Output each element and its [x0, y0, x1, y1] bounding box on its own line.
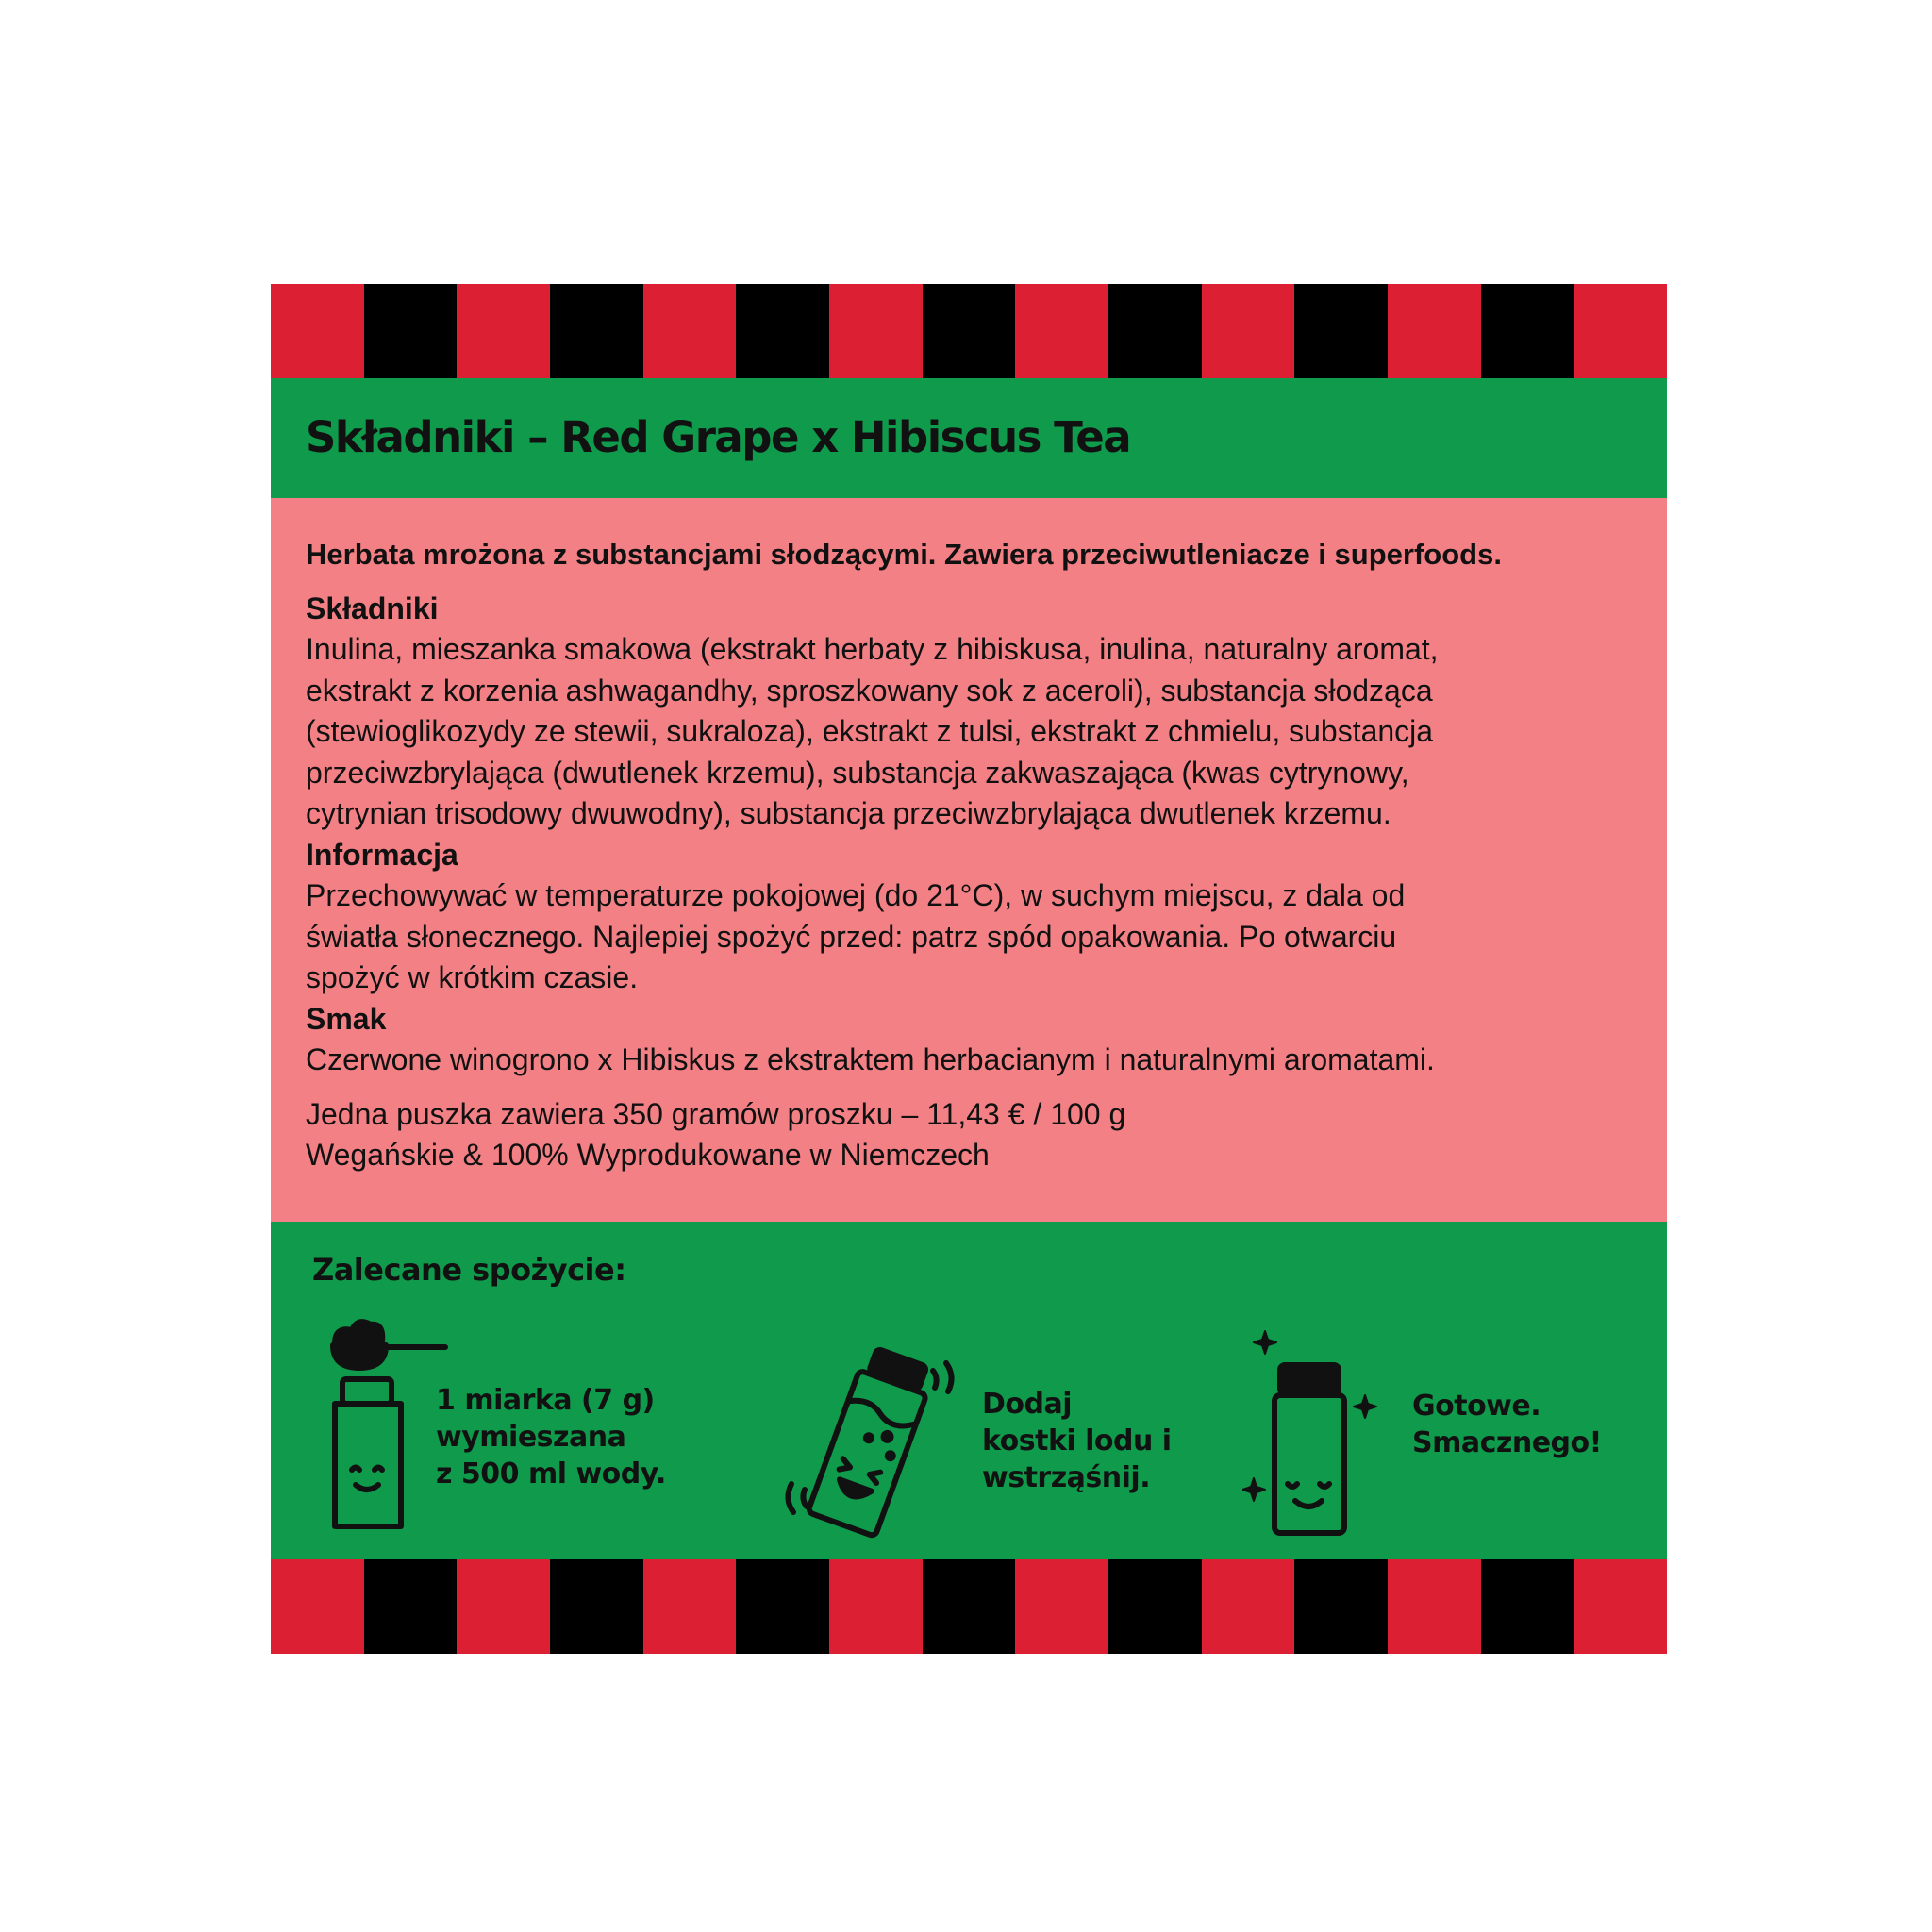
information-heading: Informacja	[306, 837, 458, 872]
ingredients-line: Inulina, mieszanka smakowa (ekstrakt herbaty z hibiskusa, inulina, naturalny aromat,	[306, 632, 1439, 666]
stripe-black	[364, 284, 458, 378]
stripe-black	[364, 1559, 458, 1654]
step-1-line: z 500 ml wody.	[436, 1457, 666, 1491]
stripe-red	[1015, 284, 1108, 378]
ingredients-line: przeciwzbrylająca (dwutlenek krzemu), substancja zakwaszająca (kwas cytrynowy,	[306, 755, 1409, 790]
step-3-line: Gotowe.	[1412, 1390, 1541, 1423]
stripe-black	[923, 1559, 1016, 1654]
stripe-black	[1481, 284, 1574, 378]
stripe-red	[1574, 284, 1667, 378]
stripe-red	[643, 1559, 737, 1654]
ingredients-line: cytrynian trisodowy dwuwodny), substancja przeciwzbrylająca dwutlenek krzemu.	[306, 796, 1391, 830]
step-2-line: kostki lodu i	[982, 1424, 1172, 1457]
stripe-red	[829, 1559, 923, 1654]
bottom-stripe-border	[271, 1559, 1667, 1654]
stripe-red	[643, 284, 737, 378]
price-line: Jedna puszka zawiera 350 gramów proszku – 11,43 € / 100 g	[306, 1096, 1126, 1131]
stripe-red	[271, 1559, 364, 1654]
stripe-black	[736, 1559, 829, 1654]
ingredients-heading: Składniki	[306, 591, 439, 625]
stripe-red	[1388, 284, 1481, 378]
step-3-line: Smacznego!	[1412, 1426, 1602, 1459]
step-2-line: Dodaj	[982, 1388, 1073, 1421]
step-2-line: wstrząśnij.	[982, 1461, 1151, 1494]
stripe-black	[1294, 284, 1388, 378]
ingredients-line: ekstrakt z korzenia ashwagandhy, sproszkowany sok z aceroli), substancja słodząca	[306, 673, 1433, 708]
stripe-red	[457, 1559, 550, 1654]
shaking-bottle-icon	[771, 1344, 969, 1542]
stripe-black	[736, 284, 829, 378]
stripe-red	[1202, 284, 1295, 378]
stripe-black	[1294, 1559, 1388, 1654]
intro-text: Herbata mrożona z substancjami słodzącymi. Zawiera przeciwutleniacze i superfoods.	[306, 538, 1502, 571]
info-text	[306, 534, 1645, 1176]
ingredients-line: (stewioglikozydy ze stewii, sukraloza), ekstrakt z tulsi, ekstrakt z chmielu, substancja	[306, 714, 1434, 748]
step-1-line: 1 miarka (7 g)	[436, 1384, 655, 1417]
stripe-black	[1108, 284, 1202, 378]
step-2-text	[982, 1386, 1172, 1496]
stripe-red	[1015, 1559, 1108, 1654]
step-1-line: wymieszana	[436, 1421, 626, 1454]
stripe-black	[923, 284, 1016, 378]
top-stripe-border	[271, 284, 1667, 378]
title-band	[271, 378, 1667, 498]
information-line: spożyć w krótkim czasie.	[306, 960, 639, 994]
stripe-black	[1108, 1559, 1202, 1654]
step-1-text	[436, 1382, 666, 1492]
product-label-card	[271, 284, 1667, 1654]
info-panel	[271, 498, 1667, 1222]
usage-panel	[271, 1222, 1667, 1559]
page-title: Składniki – Red Grape x Hibiscus Tea	[306, 412, 1131, 462]
stripe-black	[1481, 1559, 1574, 1654]
information-line: światła słonecznego. Najlepiej spożyć przed: patrz spód opakowania. Po otwarciu	[306, 919, 1397, 954]
sparkling-bottle-icon	[1242, 1327, 1384, 1539]
taste-heading: Smak	[306, 1001, 387, 1036]
stripe-black	[550, 284, 643, 378]
stripe-red	[1574, 1559, 1667, 1654]
step-3-text	[1412, 1388, 1602, 1461]
stripe-red	[1388, 1559, 1481, 1654]
stripe-red	[829, 284, 923, 378]
stripe-red	[457, 284, 550, 378]
taste-line: Czerwone winogrono x Hibiskus z ekstraktem herbacianym i naturalnymi aromatami.	[306, 1042, 1435, 1076]
stripe-black	[550, 1559, 643, 1654]
origin-line: Wegańskie & 100% Wyprodukowane w Niemczech	[306, 1138, 990, 1172]
stripe-red	[1202, 1559, 1295, 1654]
usage-title: Zalecane spożycie:	[312, 1252, 626, 1288]
stripe-red	[271, 284, 364, 378]
information-line: Przechowywać w temperaturze pokojowej (do 21°C), w suchym miejscu, z dala od	[306, 878, 1406, 912]
